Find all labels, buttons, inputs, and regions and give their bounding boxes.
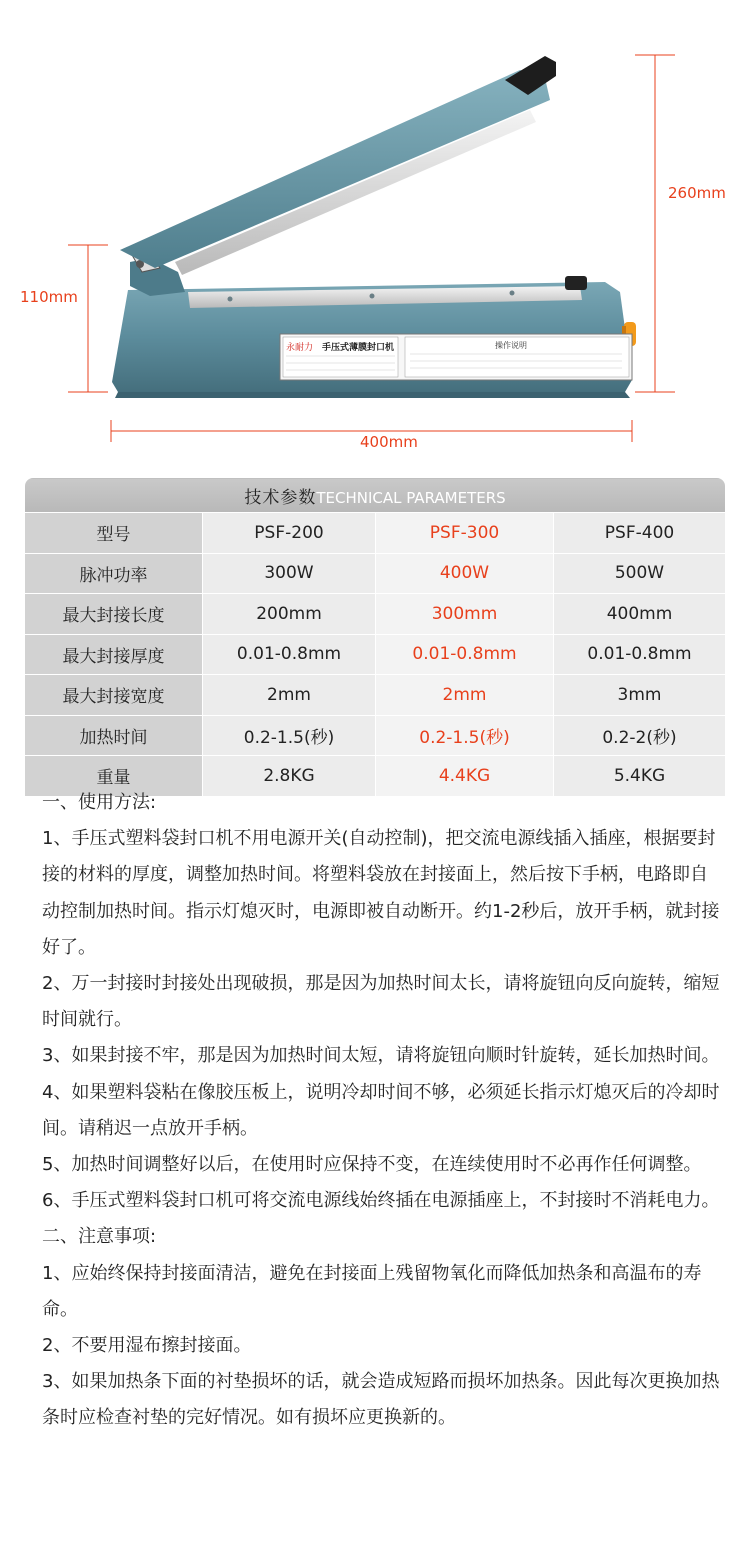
spec-cell-psf400: 5.4KG (554, 756, 726, 796)
list-item: 2、不要用湿布擦封接面。 (42, 1335, 252, 1357)
instructions-text (42, 785, 722, 1437)
spec-cell-psf200: 300W (203, 553, 376, 594)
list-item: 2、万一封接时封接处出现破损，那是因为加热时间太长，请将旋钮向反向旋转，缩短时间就行。 (42, 973, 720, 1031)
sealer-arm (120, 70, 550, 268)
product-illustration (0, 0, 750, 470)
spec-cell-psf300: 2mm (376, 675, 554, 716)
notes-heading: 二、注意事项: (42, 1226, 157, 1248)
spec-table-title (25, 478, 725, 513)
list-item: 1、手压式塑料袋封口机不用电源开关(自动控制)，把交流电源线插入插座，根据要封接的材料的厚度，调整加热时间。将塑料袋放在封接面上，然后按下手柄，电路即自动控制加热时间。指示灯熄灭时，电源即被自动断开。约1-2秒后，放开手柄，就封接好了。 (42, 828, 720, 958)
svg-text:手压式薄膜封口机: 手压式薄膜封口机 (322, 343, 395, 353)
spec-table-title-row (25, 478, 725, 513)
spec-cell-psf400: 3mm (554, 675, 726, 716)
spec-cell-psf200: 200mm (203, 594, 376, 635)
svg-text:操作说明: 操作说明 (495, 341, 527, 350)
spec-cell-psf200: 0.2-1.5(秒) (203, 715, 376, 756)
spec-table-title-en: TECHNICAL PARAMETERS (316, 488, 506, 507)
table-row (25, 634, 725, 675)
spec-cell-psf300: 300mm (376, 594, 554, 635)
notes-list (42, 1256, 722, 1437)
table-row (25, 553, 725, 594)
spec-cell-psf400: 0.2-2(秒) (554, 715, 726, 756)
spec-cell-psf300: 0.01-0.8mm (376, 634, 554, 675)
spec-row-label: 最大封接长度 (25, 594, 203, 635)
dimension-height-base: 110mm (20, 288, 78, 306)
spec-row-label: 加热时间 (25, 715, 203, 756)
spec-cell-psf200: PSF-200 (203, 513, 376, 554)
spec-cell-psf300: 400W (376, 553, 554, 594)
spec-row-label: 最大封接厚度 (25, 634, 203, 675)
spec-cell-psf400: 500W (554, 553, 726, 594)
list-item: 4、如果塑料袋粘在像胶压板上，说明冷却时间不够，必须延长指示灯熄灭后的冷却时间。请稍迟一点放开手柄。 (42, 1081, 720, 1139)
table-row (25, 594, 725, 635)
usage-heading: 一、使用方法: (42, 792, 157, 813)
list-item: 1、应始终保持封接面清洁，避免在封接面上残留物氧化而降低加热条和高温布的寿命。 (42, 1262, 702, 1320)
dimension-width: 400mm (360, 433, 418, 451)
usage-list (42, 821, 722, 1219)
list-item: 3、如果加热条下面的衬垫损坏的话，就会造成短路而损坏加热条。因此每次更换加热条时应检查衬垫的完好情况。如有损坏应更换新的。 (42, 1371, 720, 1429)
spec-row-label: 型号 (25, 513, 203, 554)
spec-table-body (25, 513, 725, 796)
dimension-height-total: 260mm (668, 184, 726, 202)
spec-cell-psf200: 2.8KG (203, 756, 376, 796)
table-row (25, 513, 725, 554)
spec-table (25, 477, 725, 796)
spec-cell-psf400: PSF-400 (554, 513, 726, 554)
table-row (25, 675, 725, 716)
spec-table-title-cn: 技术参数 (244, 487, 317, 508)
spec-row-label: 脉冲功率 (25, 553, 203, 594)
table-row (25, 715, 725, 756)
spec-cell-psf400: 400mm (554, 594, 726, 635)
spec-cell-psf300: 4.4KG (376, 756, 554, 796)
list-item: 5、加热时间调整好以后，在使用时应保持不变，在连续使用时不必再作任何调整。 (42, 1154, 702, 1176)
list-item: 3、如果封接不牢，那是因为加热时间太短，请将旋钮向顺时针旋转，延长加热时间。 (42, 1045, 720, 1067)
spec-cell-psf300: 0.2-1.5(秒) (376, 715, 554, 756)
spec-cell-psf300: PSF-300 (376, 513, 554, 554)
spec-cell-psf200: 2mm (203, 675, 376, 716)
label-brand: 永耐力 (286, 343, 314, 353)
spec-row-label: 最大封接宽度 (25, 675, 203, 716)
list-item: 6、手压式塑料袋封口机可将交流电源线始终插在电源插座上，不封接时不消耗电力。 (42, 1190, 720, 1212)
spec-cell-psf200: 0.01-0.8mm (203, 634, 376, 675)
sealer-machine-image (0, 0, 750, 470)
spec-row-label: 重量 (25, 756, 203, 796)
spec-cell-psf400: 0.01-0.8mm (554, 634, 726, 675)
